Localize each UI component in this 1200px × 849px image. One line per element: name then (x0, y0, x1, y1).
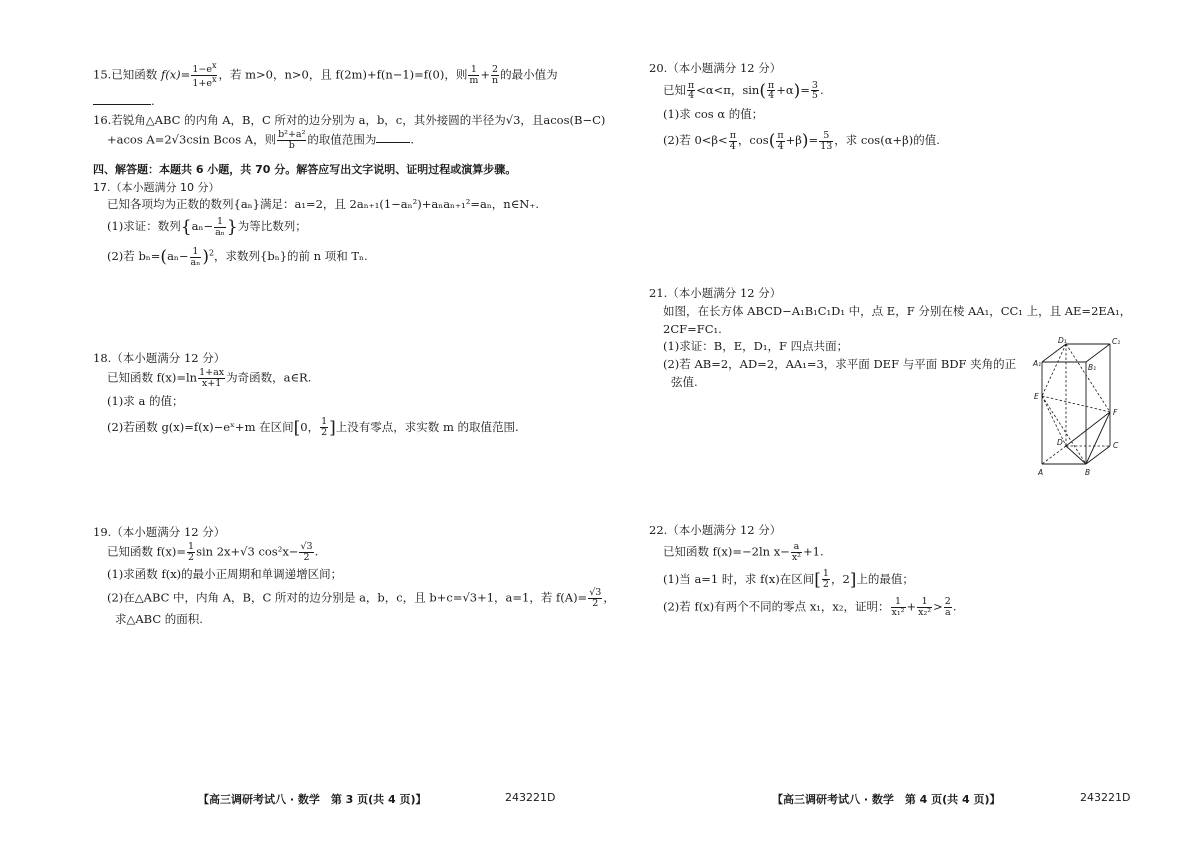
problem-17: 17.（本小题满分 10 分） 已知各项均为正数的数列{aₙ}满足：a₁=2，且 2aₙ₊₁(1−aₙ²)+aₙaₙ₊₁²=aₙ，n∈N₊. (1)求证：数列{aₙ− $\frac{1}{\text{aₙ}}$ }为等比数列； (2)若 bₙ=(aₙ− $\frac{1}{\text{aₙ}}$ )$^2$，求数列{bₙ}的前 n 项和 Tₙ. (93, 181, 539, 268)
problem-15: 15.已知函数 f(x)= $\frac{1-e^x}{1+e^x}$ ，若 m>0，n>0，且 f(2m)+f(n−1)=f(0)，则 $\frac{1}{m}$ + $\frac{2}{n}$ 的最小值为 . (93, 61, 558, 109)
problem-18: 18.（本小题满分 12 分） 已知函数 f(x)=ln $\frac{1+ax}{x+1}$ 为奇函数，a∈R. (1)求 a 的值； (2)若函数 g(x)=f(x)−eˣ+m 在区间[0， $\frac{1}{2}$ ]上没有零点，求实数 m 的取值范围. (93, 351, 519, 439)
label-a1: A₁ (1033, 359, 1042, 368)
page-footer: 【高三调研考试八 · 数学 第 3 页(共 4 页)】 (198, 793, 427, 806)
fraction: $\frac{1}{\text{aₙ}}$ (190, 245, 201, 268)
fraction: $\frac{1}{m}$ (469, 64, 479, 87)
fraction: $\frac{3}{5}$ (811, 79, 818, 102)
label-b: B (1085, 468, 1091, 477)
fraction: $\frac{1}{\text{x₂²}}$ (918, 596, 932, 619)
problem-22: 22.（本小题满分 12 分） 已知函数 f(x)=−2ln x− $\frac{a}{\text{x²}}$ +1. (1)当 a=1 时，求 f(x)在区间[ $\frac{1}{2}$ ，2]上的最值； (2)若 f(x)有两个不同的零点 x₁，x₂，证明： $\frac{1}{\text{x₁²}}$ + $\frac{1}{\text{x₂²}}$ > $\frac{2}{a}$ . (649, 523, 957, 619)
fraction: $\frac{5}{13}$ (820, 129, 833, 152)
segment-df (1066, 412, 1110, 446)
problem-16: 16.若锐角△ABC 的内角 A，B，C 所对的边分别为 a，b，c，其外接圆的半径为√3，且acos(B−C) +acos A=2√3csin Bcos A，则 $\frac{\text{b²+a²}}{b}$ 的取值范围为 . (93, 113, 606, 151)
fraction: $\frac{\pi}{4}$ (729, 129, 736, 152)
segment-ef (1042, 396, 1110, 412)
fraction: $\frac{\text{b²+a²}}{b}$ (278, 128, 306, 151)
edge-d1a1 (1042, 344, 1066, 362)
fraction: $\frac{\pi}{4}$ (688, 79, 695, 102)
label-d1: D₁ (1058, 336, 1067, 345)
fraction: $\frac{\pi}{4}$ (777, 129, 784, 152)
segment-eb (1042, 396, 1086, 464)
segment-d1e (1042, 344, 1066, 396)
exam-code: 243221D (505, 791, 556, 804)
label-d: D (1057, 438, 1063, 447)
answer-blank (376, 132, 410, 143)
fraction: $\frac{√3}{2}$ (589, 586, 602, 609)
answer-blank (93, 94, 151, 105)
fraction: $\frac{√3}{2}$ (300, 540, 313, 563)
page-footer: 【高三调研考试八 · 数学 第 4 页(共 4 页)】 (772, 793, 1001, 806)
label-f: F (1113, 408, 1118, 417)
fraction: $\frac{1}{2}$ (188, 540, 195, 563)
fraction: $\frac{1}{\text{x₁²}}$ (891, 596, 905, 619)
problem-21: 21.（本小题满分 12 分） 如图，在长方体 ABCD−A₁B₁C₁D₁ 中，点 E，F 分别在棱 AA₁，CC₁ 上，且 AE=2EA₁， 2CF=FC₁. (1)求证：B，E，D₁，F 四点共面； (2)若 AB=2，AD=2，AA₁=3，求平面 DEF 与平面 BDF 夹角的正 弦值. (649, 286, 1132, 390)
fraction: $\frac{2}{n}$ (492, 64, 499, 87)
fraction: $\frac{1+ax}{x+1}$ (199, 366, 225, 389)
label-e: E (1034, 392, 1039, 401)
fraction: $\frac{a}{\text{x²}}$ (791, 540, 801, 563)
edge-bc (1086, 446, 1110, 464)
exam-code: 243221D (1080, 791, 1131, 804)
edge-c1b1 (1086, 344, 1110, 362)
fraction: $\frac{1-e^x}{1+e^x}$ (192, 61, 217, 90)
segment-d1f (1066, 344, 1110, 412)
fraction: $\frac{\pi}{4}$ (767, 79, 775, 102)
fraction: $\frac{1}{\text{aₙ}}$ (215, 215, 225, 238)
segment-bf (1086, 412, 1110, 464)
problem-19: 19.（本小题满分 12 分） 已知函数 f(x)= $\frac{1}{2}$ sin 2x+√3 cos²x− $\frac{√3}{2}$ . (1)求函数 f(x)的最小正周期和单调递增区间； (2)在△ABC 中，内角 A，B，C 所对的边分别是 a，b，c，且 b+c=√3+1，a=1，若 f(A)= $\frac{√3}{2}$ ， 求△ABC 的面积. (93, 525, 615, 626)
hidden-edge-da (1042, 446, 1066, 464)
fraction: $\frac{1}{2}$ (321, 416, 328, 439)
fraction: $\frac{2}{a}$ (944, 596, 951, 619)
segment-db (1066, 446, 1086, 464)
label-c1: C₁ (1112, 337, 1121, 346)
label-a: A (1038, 468, 1044, 477)
label-c: C (1113, 441, 1119, 450)
cuboid-figure (1030, 336, 1130, 478)
section-heading: 四、解答题：本题共 6 小题，共 70 分。解答应写出文字说明、证明过程或演算步骤。 (93, 163, 517, 176)
label-b1: B₁ (1088, 363, 1097, 372)
problem-20: 20.（本小题满分 12 分） 已知 $\frac{\pi}{4}$ <α<π，sin( $\frac{\pi}{4}$ +α)= $\frac{3}{5}$ . (1)求 cos α 的值； (2)若 0<β< $\frac{\pi}{4}$ ，cos( $\frac{\pi}{4}$ +β)= $\frac{5}{13}$ ，求 cos(α+β)的值. (649, 61, 940, 152)
cuboid-diagram (1030, 336, 1130, 478)
fraction: $\frac{1}{2}$ (822, 568, 829, 591)
